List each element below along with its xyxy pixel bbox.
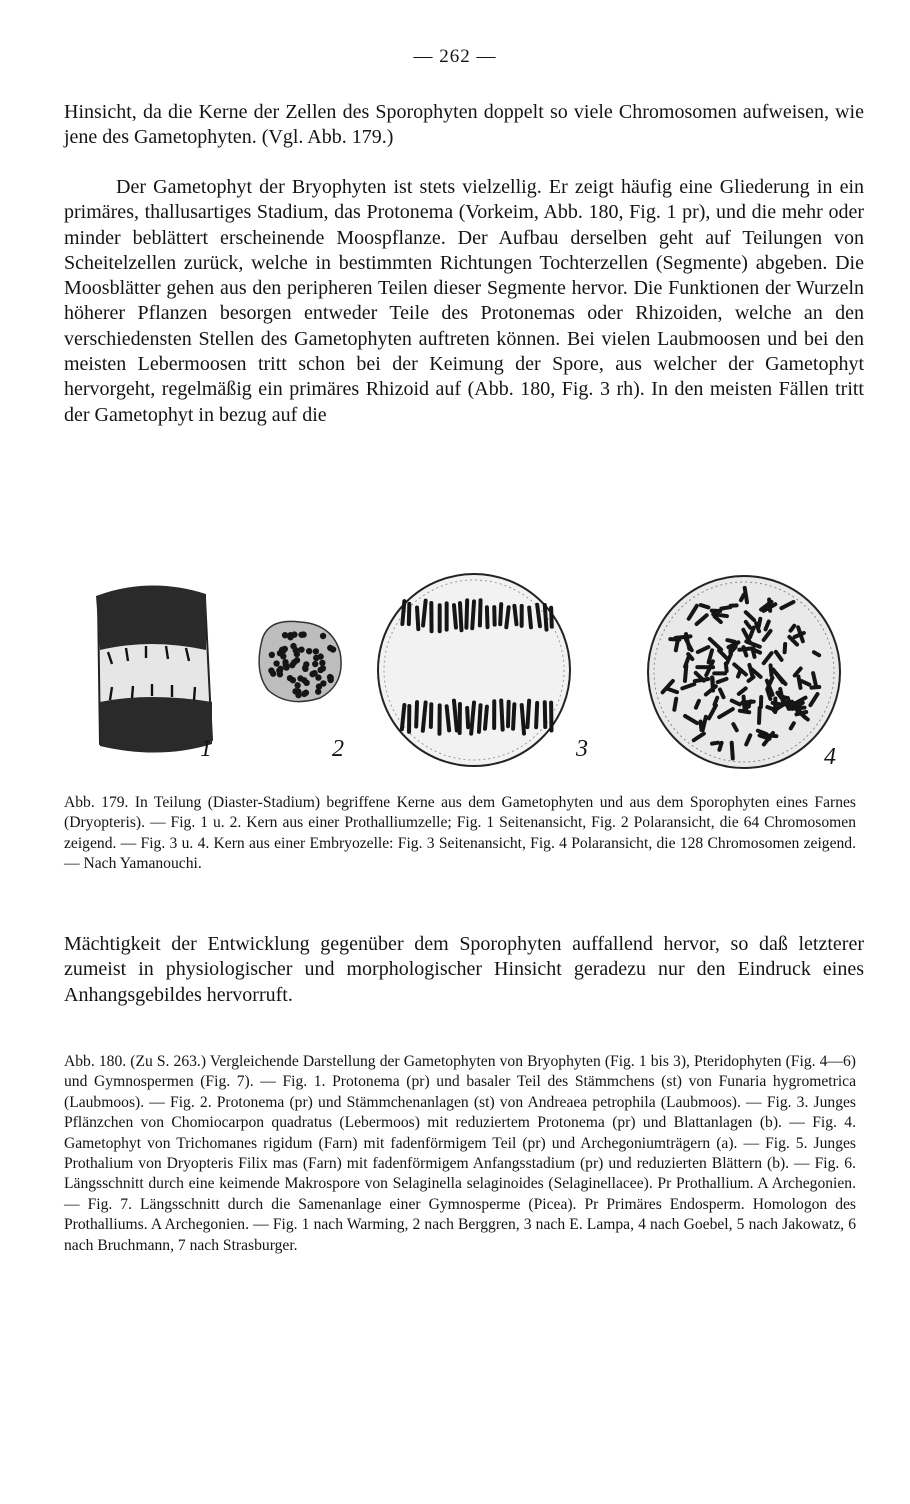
- chromosome-dot: [313, 648, 319, 654]
- paragraph-2: Der Gametophyt der Bryophyten ist stets vielzellig. Er zeigt häufig eine Gliederung in ein primäres, thallusartiges Stadium, das Protonema (Vorkeim, Abb. 180, Fig. 1 pr), und die mehr oder minder beblättert erscheinende Moospflanze. Der Aufbau derselben geht auf Teilungen von Scheitelzellen zurück, welche in bestimmten Richtungen Tochterzellen (Segmente) abgeben. Die Moosblätter gehen aus den peripheren Teilen dieser Segmente hervor. Die Funktionen der Wurzeln höherer Pflanzen besorgen entweder Teile des Protonemas oder Rhizoiden, welche an den verschiedensten Stellen des Gametophyten auftreten können. Bei vielen Laubmoosen und bei den meisten Lebermoosen tritt schon bei der Keimung der Spore, aus welcher der Gametophyt hervorgeht, regelmäßig ein primäres Rhizoid auf (Abb. 180, Fig. 3 rh). In den meisten Fällen tritt der Gametophyt in bezug auf die: [64, 176, 864, 426]
- chromosome-rod: [551, 608, 552, 627]
- caption-abb-179: Abb. 179. In Teilung (Diaster-Stadium) begriffene Kerne aus dem Gametophyten und aus dem Sporophyten eines Farnes (Dryopteris). — Fig. 1 u. 2. Kern aus einer Prothalliumzelle; Fig. 1 Seitenansicht, Fig. 2 Polaransicht, die 64 Chromosomen zeigend. — Fig. 3 u. 4. Kern aus einer Embryozelle: Fig. 3 Seitenansicht, Fig. 4 Polaransicht, die 128 Chromosomen zeigend. — Nach Yamanouchi.: [64, 794, 856, 873]
- chromosome-dot: [268, 667, 274, 673]
- chromosome-rod: [506, 607, 508, 627]
- paragraph-1: Hinsicht, da die Kerne der Zellen des Sporophyten doppelt so viele Chromosomen aufweisen, wie jene des Gametophyten. (Vgl. Abb. 179.): [64, 101, 864, 149]
- chromosome-rod: [402, 705, 404, 729]
- figure-179: [0, 560, 910, 780]
- chromosome-rod: [501, 700, 502, 729]
- fig-label-1: 1: [200, 736, 212, 762]
- chromosome-rod: [529, 608, 531, 628]
- chromosome-dot: [317, 653, 323, 659]
- chromosome-rod: [676, 642, 678, 651]
- fig2-nucleus-polar-view: [259, 621, 341, 701]
- chromosome-rod: [423, 702, 426, 730]
- chromosome-rod: [527, 701, 529, 727]
- chromosome-dot: [303, 661, 309, 667]
- chromosome-rod: [409, 604, 410, 624]
- chromosome-dot: [290, 677, 296, 683]
- fig-label-3: 3: [576, 736, 588, 762]
- chromosome-rod: [744, 697, 745, 710]
- chromosome-dot: [283, 662, 289, 668]
- chromosome-dot: [290, 643, 296, 649]
- chromosome-rod: [472, 601, 474, 628]
- chromosome-dot: [306, 648, 312, 654]
- chromosome-dot: [291, 631, 297, 637]
- chromosome-rod: [712, 743, 718, 744]
- chromosome-dot: [301, 677, 307, 683]
- chromosome-rod: [727, 640, 734, 642]
- fig3-nucleus-side-view: [378, 574, 570, 766]
- chromosome-rod: [480, 600, 481, 625]
- chromosome-rod: [537, 605, 540, 627]
- chromosome-dot: [269, 652, 275, 658]
- chromosome-dot: [320, 633, 326, 639]
- chromosome-dot: [303, 690, 309, 696]
- chromosome-rod: [732, 743, 733, 759]
- chromosome-rod: [814, 652, 819, 655]
- chromosome-rod: [812, 687, 820, 688]
- chromosome-rod: [454, 701, 457, 731]
- chromosome-rod: [423, 601, 426, 626]
- chromosome-rod: [513, 704, 514, 728]
- chromosome-dot: [298, 632, 304, 638]
- paragraph-3: Mächtigkeit der Entwicklung gegenüber dem Sporophyten auffallend hervor, so daß letzterer zumeist in physiologischer und morphologischer Hinsicht geradezu nur den Eindruck eines Anhangsgebildes hervorruft.: [64, 933, 864, 1006]
- chromosome-dot: [298, 646, 304, 652]
- chromosome-dot: [327, 645, 333, 651]
- chromosome-rod: [466, 600, 467, 627]
- nuclei-illustration: [0, 560, 910, 780]
- chromosome-rod: [747, 702, 754, 703]
- chromosome-dot: [280, 653, 286, 659]
- chromosome-rod: [768, 691, 771, 699]
- chromosome-rod: [771, 665, 772, 675]
- chromosome-rod: [447, 706, 449, 730]
- chromosome-rod: [545, 605, 547, 630]
- chromosome-rod: [479, 705, 481, 732]
- chromosome-dot: [315, 674, 321, 680]
- fig4-nucleus-polar-view: [648, 576, 840, 768]
- chromosome-dot: [291, 659, 297, 665]
- chromosome-rod: [685, 666, 686, 681]
- chromosome-dot: [312, 661, 318, 667]
- chromosome-rod: [721, 607, 730, 608]
- chromosome-rod: [813, 673, 816, 686]
- fig-label-2: 2: [332, 736, 344, 762]
- chromosome-rod: [536, 703, 537, 727]
- chromosome-rod: [767, 735, 776, 736]
- chromosome-rod: [759, 708, 760, 723]
- chromosome-rod: [674, 699, 676, 710]
- page-number: — 262 —: [413, 46, 497, 67]
- chromosome-dot: [327, 677, 333, 683]
- chromosome-dot: [279, 647, 285, 653]
- chromosome-rod: [402, 601, 404, 624]
- chromosome-rod: [791, 723, 794, 728]
- chromosome-dot: [319, 660, 325, 666]
- chromosome-rod: [460, 603, 462, 630]
- chromosome-rod: [485, 707, 487, 729]
- fig1-nucleus-side-view: [96, 585, 212, 752]
- chromosome-rod: [701, 605, 709, 607]
- chromosome-dot: [273, 660, 279, 666]
- chromosome-rod: [500, 604, 501, 624]
- chromosome-rod: [785, 644, 786, 652]
- chromosome-rod: [719, 743, 721, 750]
- caption-abb-180: Abb. 180. (Zu S. 263.) Vergleichende Darstellung der Gametophyten von Bryophyten (Fig. 1 bis 3), Pteridophyten (Fig. 4—6) und Gymnospermen (Fig. 7). — Fig. 1. Protonema (pr) und basaler Teil des Stämmchens (st) von Funaria hygrometrica (Laubmoos). — Fig. 2. Protonema (pr) und Stämmchenanlagen (st) von Andreaea petrophila (Laubmoos). — Fig. 3. Junges Pflänzchen von Chomiocarpon quadratus (Lebermoos) mit reduziertem Protonema (pr) und Blattanlagen (b). — Fig. 4. Gametophyt von Trichomanes rigidum (Farn) mit fadenförmigem Teil (pr) und Archegoniumträgern (a). — Fig. 5. Junges Prothalium von Dryopteris Filix mas (Farn) mit fadenförmigem Anfangsstadium (pr) und reduzierten Blättern (b). — Fig. 6. Längsschnitt durch eine keimende Makrospore von Selaginella selaginoides (Selaginellacee). Pr Prothallium. A Archegonien. — Fig. 7. Längsschnitt durch die Samenanlage einer Gymnosperme (Picea). Pr Primäres Endosperm. Homologon des Prothalliums. A Archegonien. — Fig. 1 nach Warming, 2 nach Berggren, 3 nach E. Lampa, 4 nach Goebel, 5 nach Jakowatz, 6 nach Bruchmann, 7 nach Strasburger.: [64, 1053, 856, 1254]
- chromosome-rod: [696, 701, 699, 708]
- chromosome-rod: [695, 679, 708, 681]
- chromosome-rod: [741, 595, 744, 600]
- chromosome-rod: [416, 702, 417, 726]
- chromosome-rod: [487, 607, 488, 627]
- chromosome-rod: [715, 698, 718, 705]
- chromosome-rod: [712, 677, 713, 690]
- chromosome-rod: [417, 607, 418, 629]
- chromosome-rod: [749, 665, 752, 676]
- chromosome-rod: [514, 606, 516, 624]
- chromosome-rod: [759, 619, 761, 627]
- chromosome-dot: [282, 632, 288, 638]
- chromosome-dot: [320, 680, 326, 686]
- chromosome-dot: [277, 666, 283, 672]
- chromosome-rod: [545, 702, 546, 727]
- chromosome-rod: [467, 708, 468, 727]
- chromosome-dot: [295, 692, 301, 698]
- chromosome-dot: [294, 682, 300, 688]
- chromosome-dot: [309, 671, 315, 677]
- chromosome-rod: [508, 702, 509, 726]
- chromosome-rod: [753, 650, 755, 657]
- chromosome-rod: [454, 605, 456, 627]
- fig-label-4: 4: [824, 744, 836, 770]
- chromosome-dot: [317, 667, 323, 673]
- chromosome-rod: [522, 705, 524, 734]
